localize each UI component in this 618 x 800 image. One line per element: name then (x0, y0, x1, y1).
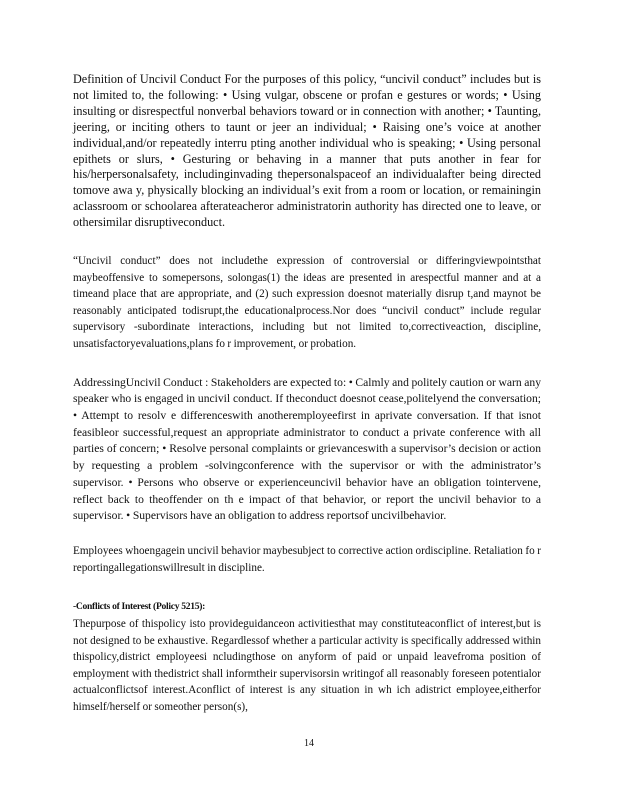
paragraph-discipline: Employees whoengagein uncivil behavior maybesubject to corrective action ordiscipline. Retaliation fo r reportingallegationswillresult in discipline. (73, 544, 541, 574)
paragraph-uncivil-conduct-definition: Definition of Uncivil Conduct For the purposes of this policy, “uncivil conduct” includes but is not limited to, the following: • Using vulgar, obscene or profan e gestures or words; • Using insulting or disrespectful nonverbal behaviors toward or in connection with another; • Taunting, jeering, or inciting others to taunt or jeer an individual; • Raising one’s voice at another individual,and/or repeatedly interru pting another individual who is speaking; • Using personal epithets or slurs, • Gesturing or behaving in a manner that puts another in fear for his/herpersonalsafety, includinginvading thepersonalspaceof an individualafter being directed tomove awa y, physically blocking an individual’s exit from a room or location, or remainingin aclassroom or schoolarea afterateacheror administratorin authority has directed one to leave, or othersimilar disruptiveconduct. (73, 72, 541, 230)
paragraph-uncivil-conduct-exclusions: “Uncivil conduct” does not includethe expression of controversial or differingviewpointsthat maybeoffensive to somepersons, solongas(1) the ideas are presented in arespectful manner and at a timeand place that are appropriate, and (2) such expression doesnot materially disrup t,and maynot be reasonably anticipated todisrupt,the educationalprocess.Nor does “uncivil conduct” include regular supervisory -subordinate interactions, including but not limited to,correctiveaction, discipline, unsatisfactoryevaluations,plans fo r improvement, or probation. (73, 255, 541, 351)
paragraph-addressing-uncivil-conduct: AddressingUncivil Conduct : Stakeholders are expected to: • Calmly and politely caution or warn any speaker who is engaged in uncivil conduct. If theconduct doesnot cease,politelyend the conversation; • Attempt to resolv e differenceswith anotheremployeefirst in aprivate conversation. If that isnot feasibleor successful,request an appropriate administrator to conduct a private conference with all parties of concern; • Resolve personal complaints or grievanceswith a supervisor’s decision or action by requesting a problem -solvingconference with the supervisor or with the administrator’s supervisor. • Persons who observe or experienceuncivil behavior have an obligation tointervene, reflect back to theoffender on th e impact of that behavior, or report the uncivil behavior to a supervisor. • Supervisors have an obligation to address reportsof uncivilbehavior. (73, 375, 542, 523)
page-number: 14 (304, 738, 314, 749)
section-heading-conflicts-of-interest: -Conflicts of Interest (Policy 5215): (73, 601, 206, 613)
paragraph-conflicts-of-interest: Thepurpose of thispolicy isto provideguidanceon activitiesthat may constituteaconflict of interest,but is not designed to be exhaustive. Regardlessof whether a particular activity is specifically addressed within thispolicy,district employeesi ncludingthose on anyform of paid or unpaid leavefroma position of employment with thedistrict shall informtheir supervisorsin writingof all reasonably foreseen potentialor actualconflictsof interest.Aconflict of interest is any situation in wh ich adistrict employee,eitherfor himself/herself or someother person(s), (73, 618, 541, 713)
page-body (73, 72, 541, 715)
